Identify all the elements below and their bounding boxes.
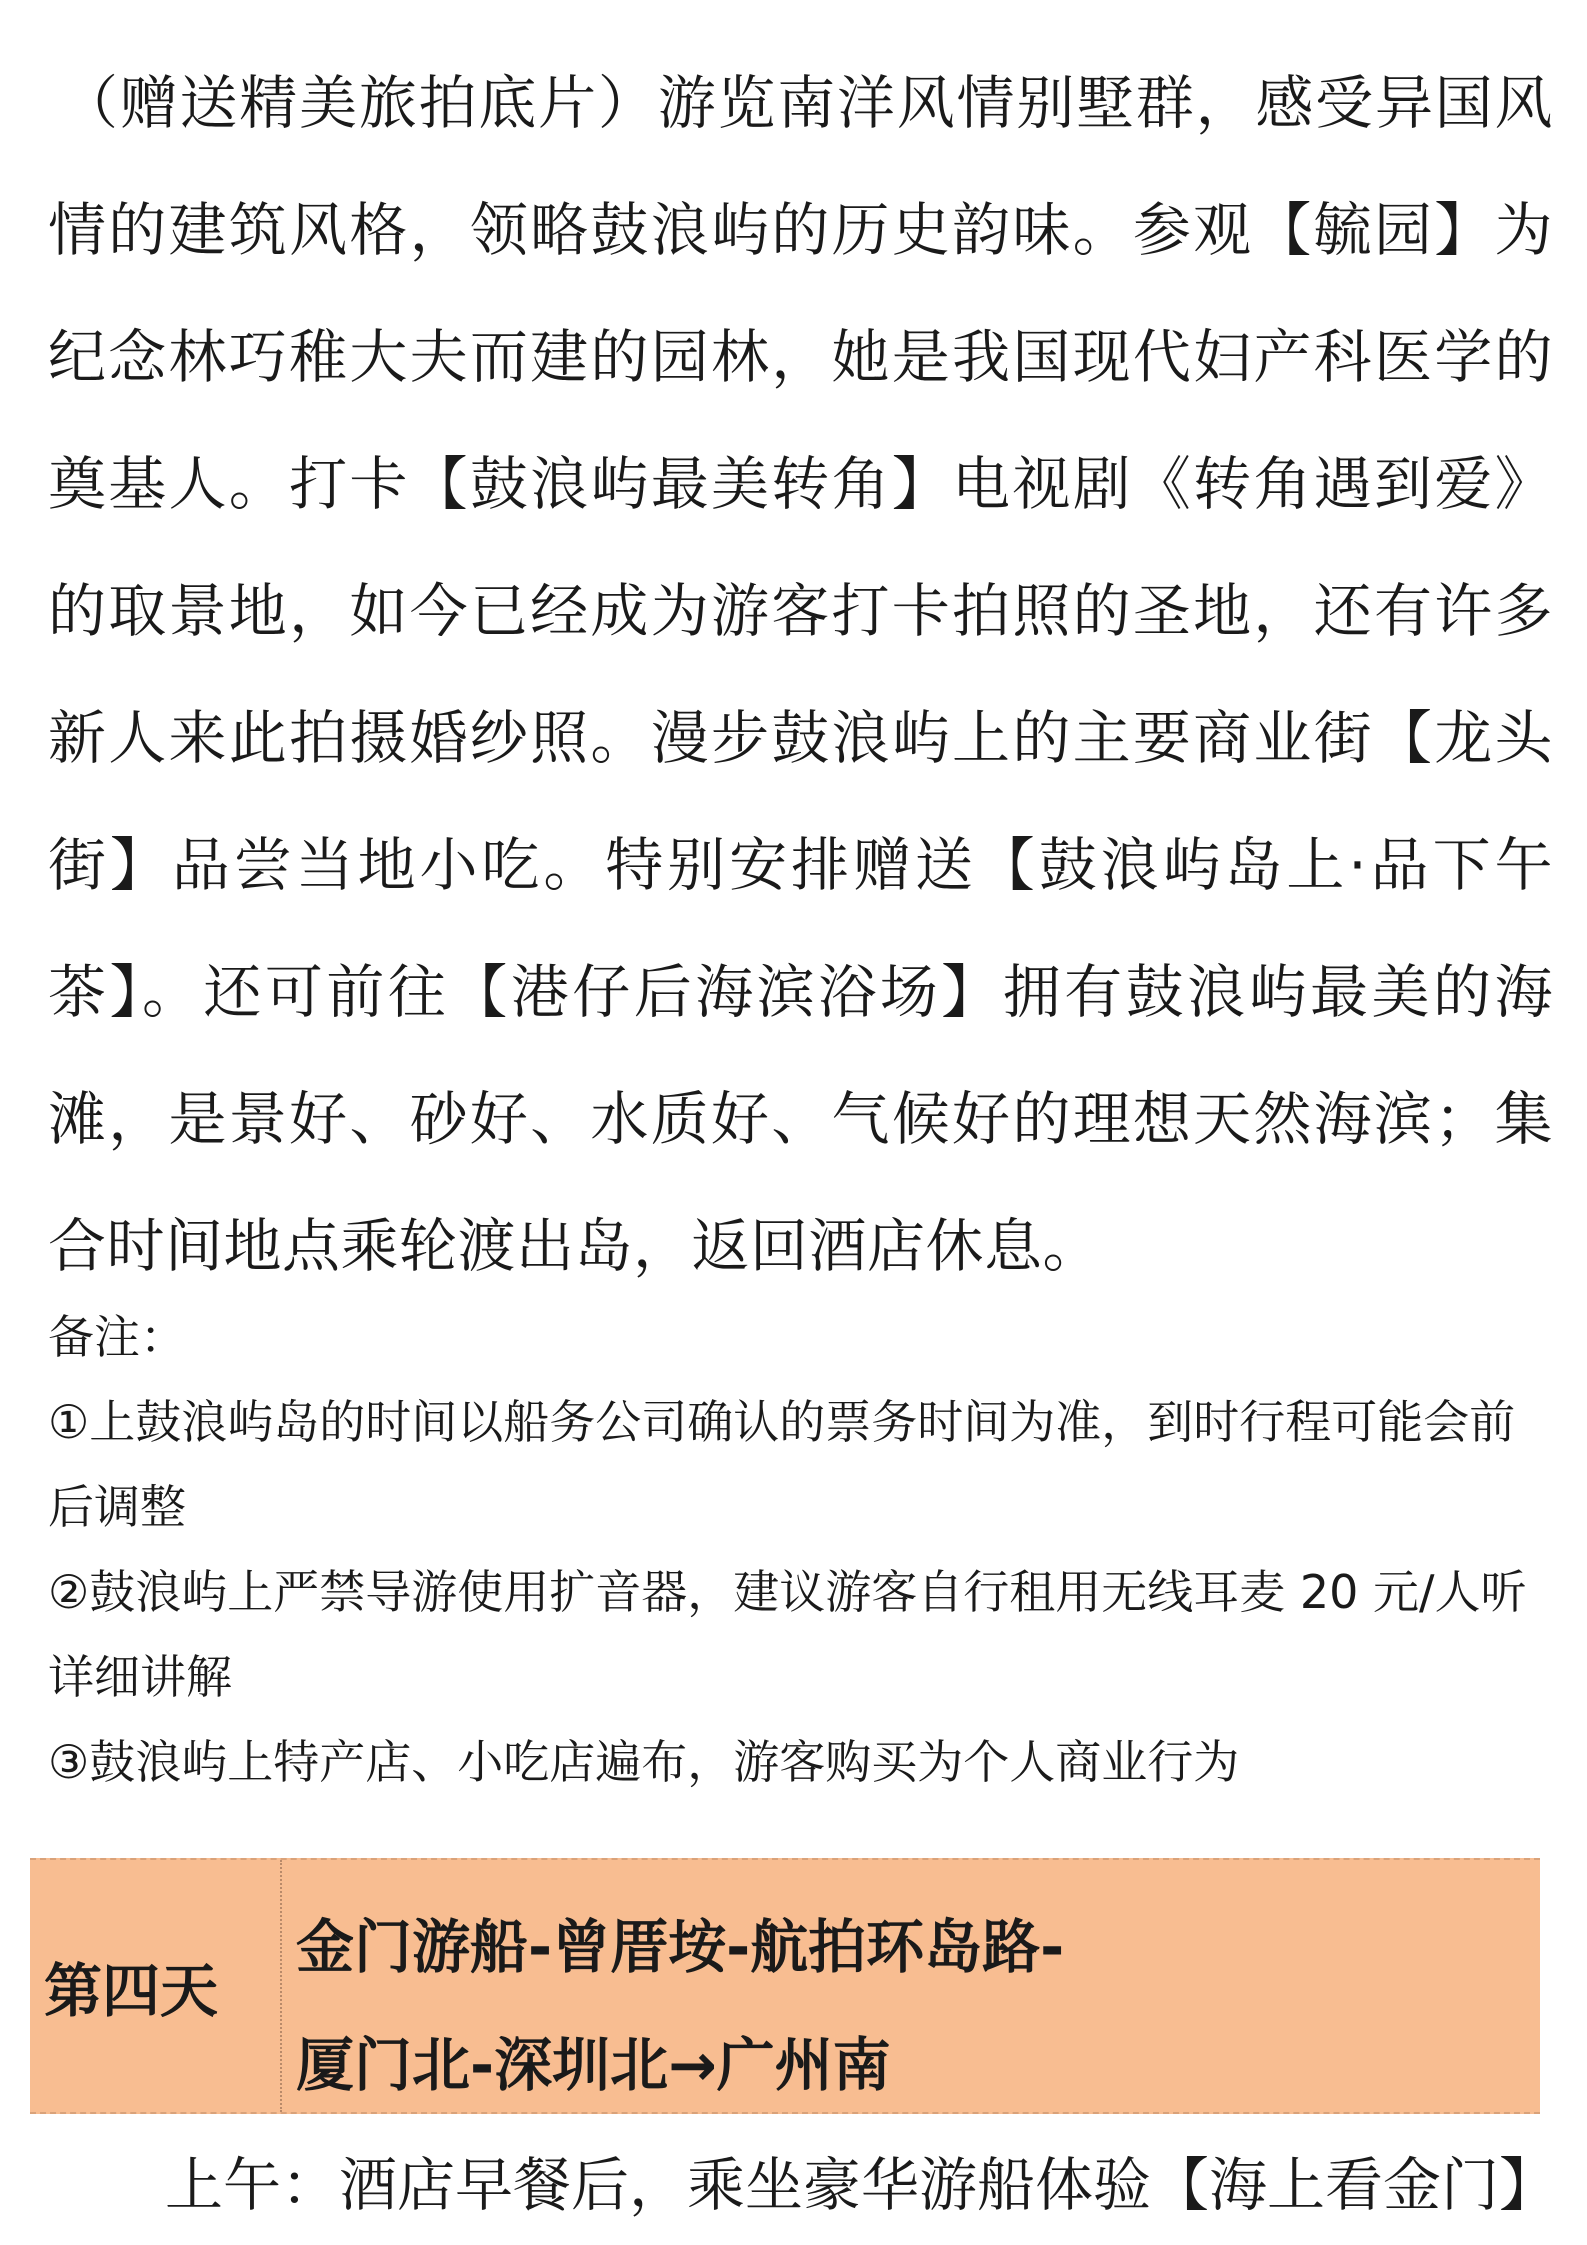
notes-section [48, 1295, 1553, 1805]
route-line-2: 厦门北-深圳北→广州南 [296, 2031, 891, 2099]
route-line-1: 金门游船-曾厝垵-航拍环岛路- [296, 1913, 1065, 1981]
notes-heading: 备注： [48, 1310, 186, 1364]
day-header-box [30, 1858, 1540, 2114]
note-item-2: ②鼓浪屿上严禁导游使用扩音器，建议游客自行租用无线耳麦 20 元/人听详细讲解 [48, 1565, 1527, 1704]
morning-schedule: 上午：酒店早餐后，乘坐豪华游船体验【海上看金门】 [165, 2151, 1558, 2219]
note-item-1: ①上鼓浪屿岛的时间以船务公司确认的票务时间为准，到时行程可能会前后调整 [48, 1395, 1516, 1534]
paragraph-text: （赠送精美旅拍底片）游览南洋风情别墅群，感受异国风情的建筑风格，领略鼓浪屿的历史韵味。参观【毓园】为纪念林巧稚大夫而建的园林，她是我国现代妇产科医学的奠基人。打卡【鼓浪屿最美转角】电视剧《转角遇到爱》的取景地，如今已经成为游客打卡拍照的圣地，还有许多新人来此拍摄婚纱照。漫步鼓浪屿上的主要商业街【龙头街】品尝当地小吃。特别安排赠送【鼓浪屿岛上·品下午茶】。还可前往【港仔后海滨浴场】拥有鼓浪屿最美的海滩，是景好、砂好、水质好、气候好的理想天然海滨；集合时间地点乘轮渡出岛，返回酒店休息。 [48, 69, 1553, 1280]
note-item-3: ③鼓浪屿上特产店、小吃店遍布，游客购买为个人商业行为 [48, 1735, 1240, 1789]
itinerary-paragraph [48, 40, 1553, 1310]
day-label: 第四天 [30, 1860, 282, 2112]
day-route [282, 1860, 1540, 2112]
